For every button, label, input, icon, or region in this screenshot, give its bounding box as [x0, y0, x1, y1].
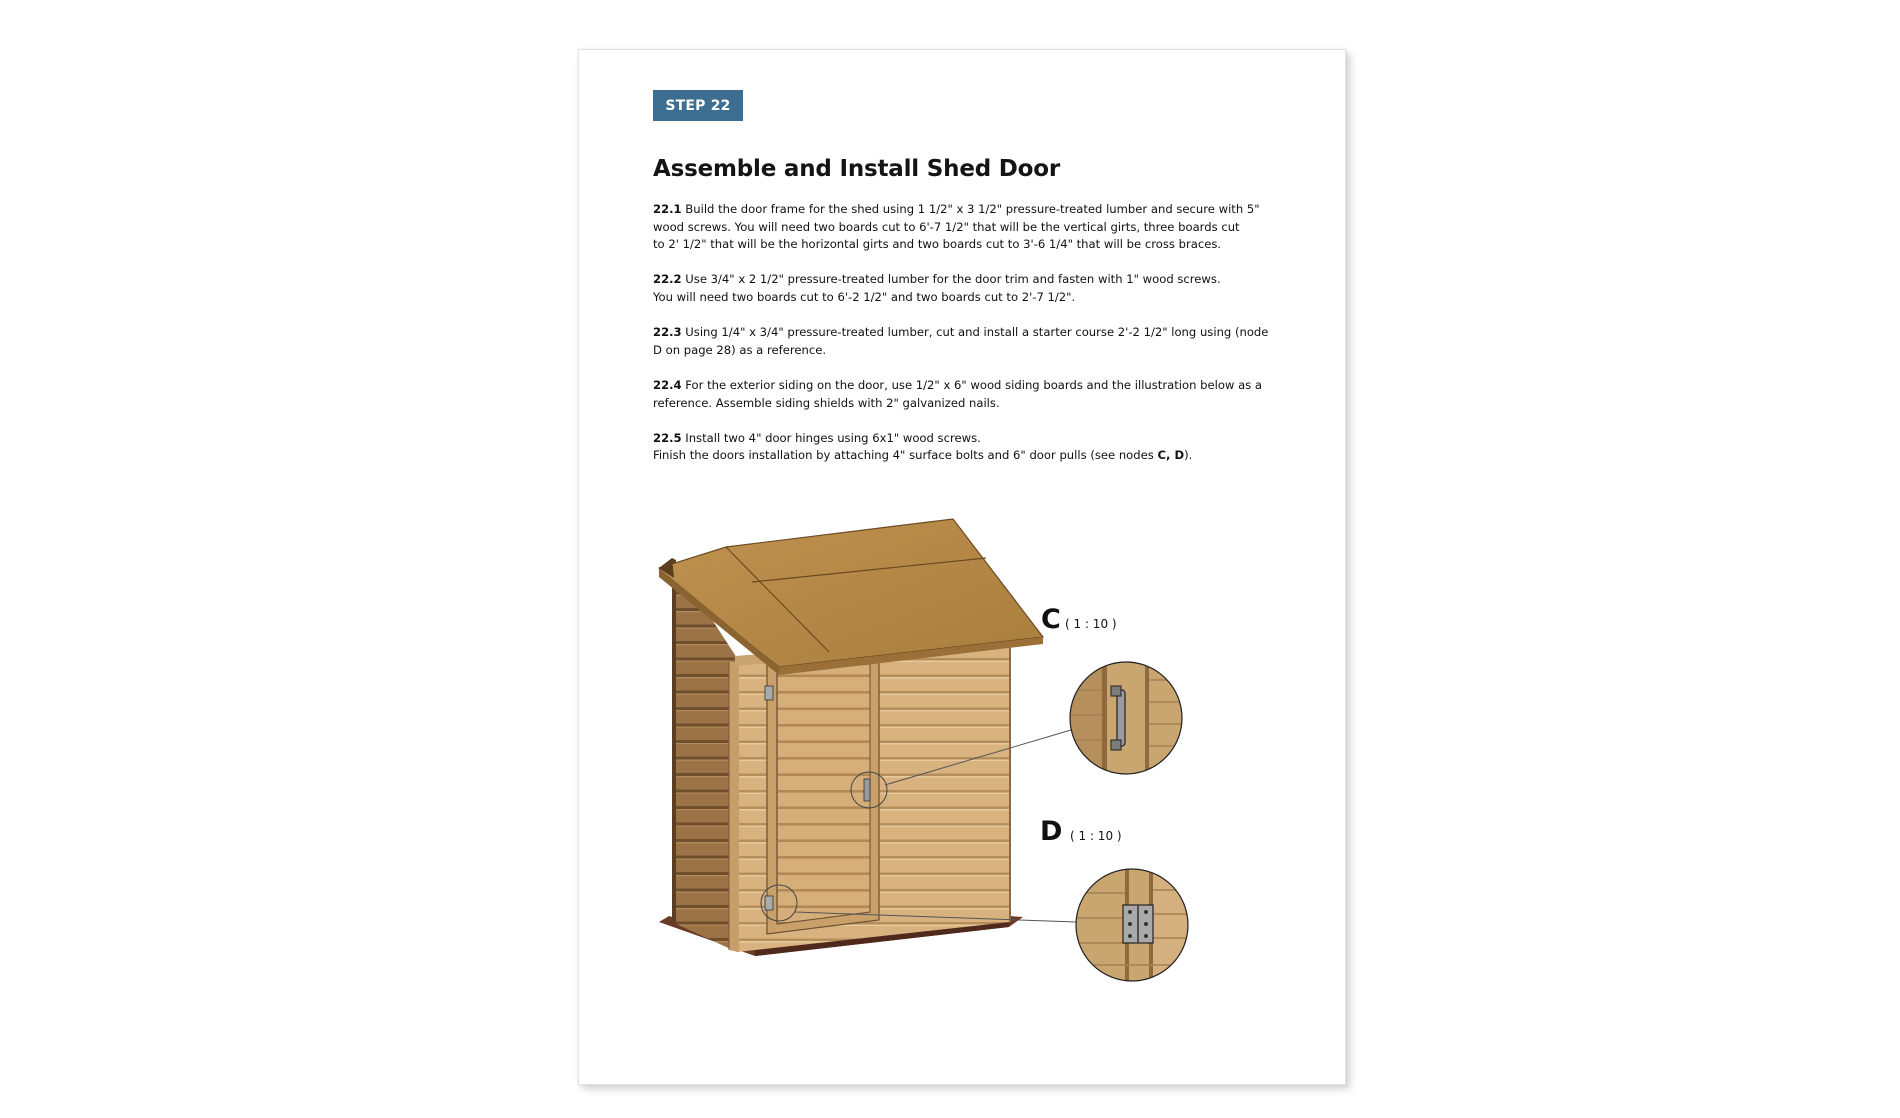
instruction-line-end: ). — [1184, 448, 1193, 463]
step-number: 22.2 — [653, 272, 682, 287]
instruction-line: wood screws. You will need two boards cut to 6'-7 1/2" that will be the vertical girts, three boards cut — [653, 219, 1240, 234]
instruction-line: You will need two boards cut to 6'-2 1/2" and two boards cut to 2'-7 1/2". — [653, 289, 1076, 304]
node-d-detail — [1040, 816, 1188, 981]
instruction-line: Use 3/4" x 2 1/2" pressure-treated lumber for the door trim and fasten with 1" wood screws. — [681, 272, 1221, 287]
instruction-line: Using 1/4" x 3/4" pressure-treated lumber, cut and install a starter course 2'-2 1/2" long using (node — [681, 325, 1269, 340]
node-c-letter: C — [1041, 604, 1061, 635]
page-title: Assemble and Install Shed Door — [653, 156, 1061, 182]
node-c-detail — [1041, 604, 1182, 774]
shed-door — [777, 664, 870, 924]
step-number: 22.4 — [653, 377, 682, 392]
door-pull-detail — [1117, 690, 1125, 746]
instruction-line: For the exterior siding on the door, use 1/2" x 6" wood siding boards and the illustration below as a — [681, 377, 1263, 392]
door-pull — [864, 779, 870, 801]
instruction-line: Install two 4" door hinges using 6x1" wood screws. — [681, 430, 981, 445]
instruction-line: Build the door frame for the shed using 1 1/2" x 3 1/2" pressure-treated lumber and secure with 5" — [681, 202, 1260, 216]
document-page — [578, 49, 1346, 1085]
instruction-line: reference. Assemble siding shields with 2" galvanized nails. — [653, 395, 1000, 410]
door-hinge-bottom — [765, 896, 773, 910]
door-hinge-top — [765, 686, 773, 700]
instruction-line: to 2' 1/2" that will be the horizontal girts and two boards cut to 3'-6 1/4" that will be cross braces. — [653, 237, 1222, 252]
step-number: 22.1 — [653, 202, 682, 216]
node-d-scale: ( 1 : 10 ) — [1070, 829, 1122, 843]
node-reference: C, D — [1157, 448, 1185, 463]
instruction-line: Finish the doors installation by attaching 4" surface bolts and 6" door pulls (see nodes — [653, 448, 1158, 463]
step-number: 22.5 — [653, 430, 682, 445]
node-c-scale: ( 1 : 10 ) — [1065, 617, 1117, 631]
shed-drawing — [659, 519, 1043, 956]
step-label: STEP 22 — [665, 97, 731, 114]
step-number: 22.3 — [653, 325, 682, 340]
shed-illustration — [579, 50, 1345, 1084]
instruction-line: D on page 28) as a reference. — [653, 342, 827, 357]
node-d-letter: D — [1040, 816, 1063, 847]
